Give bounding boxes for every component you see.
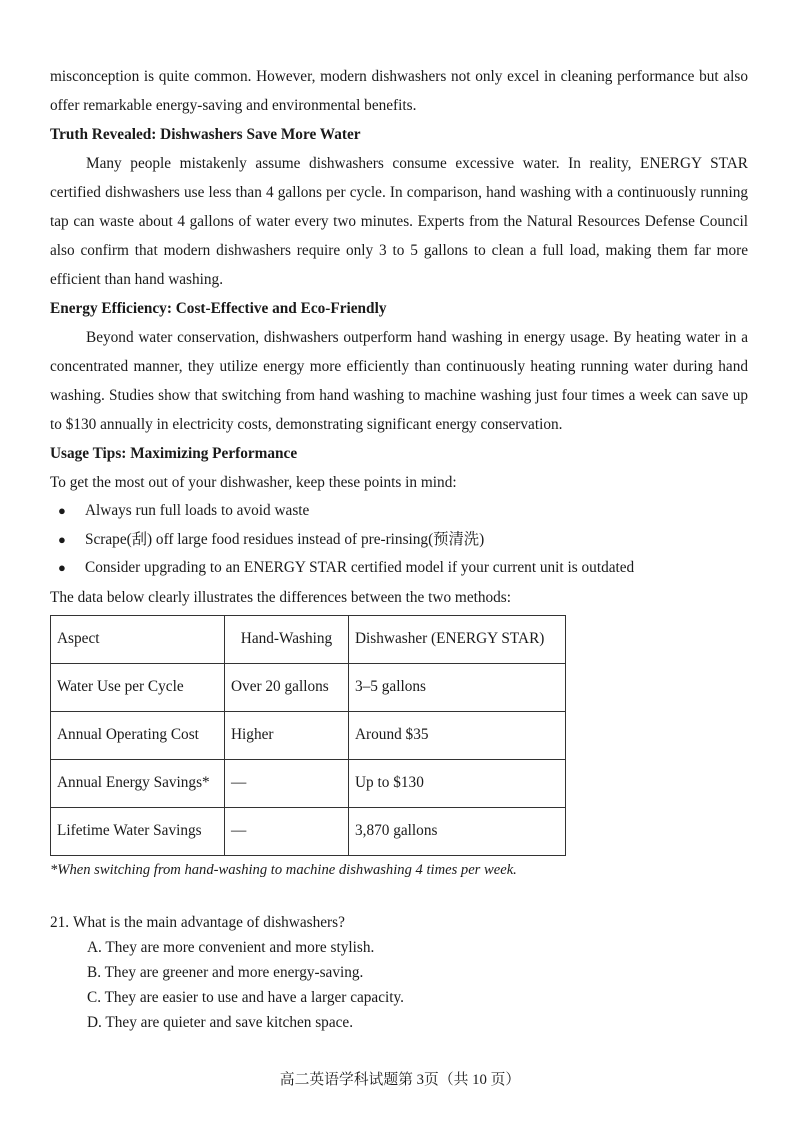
table-row: [51, 759, 566, 807]
section-heading-truth-revealed: Truth Revealed: Dishwashers Save More Water: [50, 126, 361, 143]
question-number: 21.: [50, 913, 70, 931]
question-text: What is the main advantage of dishwashers?: [73, 913, 345, 931]
choice-option-d[interactable]: D. They are quieter and save kitchen space.: [87, 1013, 354, 1031]
table-cell: Over 20 gallons: [225, 663, 349, 711]
bullet-icon: ●: [58, 560, 66, 575]
section-heading-energy-efficiency: Energy Efficiency: Cost-Effective and Eco-Friendly: [50, 300, 387, 317]
list-item-label: Consider upgrading to an ENERGY STAR certified model if your current unit is outdated: [85, 559, 635, 576]
table-cell: Up to $130: [349, 759, 566, 807]
table-cell: —: [225, 759, 349, 807]
section-body-energy-efficiency: Beyond water conservation, dishwashers outperform hand washing in energy usage. By heating water in a concentrated manner, they utilize energy more efficiently than continuously heating running water during hand washing. Studies show that switching from hand washing to machine washing just four times a week can save up to $130 annually in electricity costs, demonstrating significant energy conservation.: [50, 329, 748, 433]
table-lead-in: The data below clearly illustrates the differences between the two methods:: [50, 588, 512, 606]
comparison-table: [50, 615, 566, 856]
question-block: [50, 910, 748, 1035]
table-row: [51, 663, 566, 711]
table-cell: —: [225, 807, 349, 855]
table-footnote: *When switching from hand-washing to machine dishwashing 4 times per week.: [50, 861, 517, 878]
table-cell: 3,870 gallons: [349, 807, 566, 855]
table-row: [51, 711, 566, 759]
list-item-label: Always run full loads to avoid waste: [85, 502, 310, 519]
table-header-hand-washing: Hand-Washing: [225, 615, 349, 663]
list-item: [50, 554, 748, 583]
choice-option-c[interactable]: C. They are easier to use and have a larger capacity.: [87, 988, 404, 1006]
list-item: [50, 526, 748, 555]
section-heading-usage-tips: Usage Tips: Maximizing Performance: [50, 445, 298, 462]
page-footer: 高二英语学科试题第 3页（共 10 页）: [279, 1072, 521, 1088]
choice-option-a[interactable]: A. They are more convenient and more stylish.: [87, 938, 375, 956]
table-header-aspect: Aspect: [51, 615, 225, 663]
usage-tips-list: [50, 497, 748, 583]
document-page: [50, 0, 748, 1130]
list-item-label: Scrape(刮) off large food residues instead of pre-rinsing(预清洗): [85, 530, 485, 548]
section-body-truth-revealed: Many people mistakenly assume dishwashers consume excessive water. In reality, ENERGY STAR certified dishwashers use less than 4 gallons per cycle. In comparison, hand washing with a continuously running tap can waste about 4 gallons of water every two minutes. Experts from the Natural Resources Defense Council also confirm that modern dishwashers require only 3 to 5 gallons to clean a full load, making them far more efficient than hand washing.: [50, 155, 748, 288]
bullet-icon: ●: [58, 503, 66, 518]
table-cell: Higher: [225, 711, 349, 759]
table-header-row: [51, 615, 566, 663]
opening-paragraph: misconception is quite common. However, modern dishwashers not only excel in cleaning performance but also offer remarkable energy-saving and environmental benefits.: [50, 68, 748, 114]
table-header-dishwasher: Dishwasher (ENERGY STAR): [349, 615, 566, 663]
list-item: [50, 497, 748, 526]
choice-list: [50, 935, 748, 1035]
table-cell: Annual Energy Savings*: [51, 759, 225, 807]
choice-option-b[interactable]: B. They are greener and more energy-saving.: [87, 963, 364, 981]
table-row: [51, 807, 566, 855]
bullet-icon: ●: [58, 531, 66, 547]
table-cell: Lifetime Water Savings: [51, 807, 225, 855]
table-cell: Around $35: [349, 711, 566, 759]
table-cell: 3–5 gallons: [349, 663, 566, 711]
table-cell: Annual Operating Cost: [51, 711, 225, 759]
question-21: [50, 910, 748, 935]
table-cell: Water Use per Cycle: [51, 663, 225, 711]
usage-tips-intro: To get the most out of your dishwasher, keep these points in mind:: [50, 474, 457, 491]
